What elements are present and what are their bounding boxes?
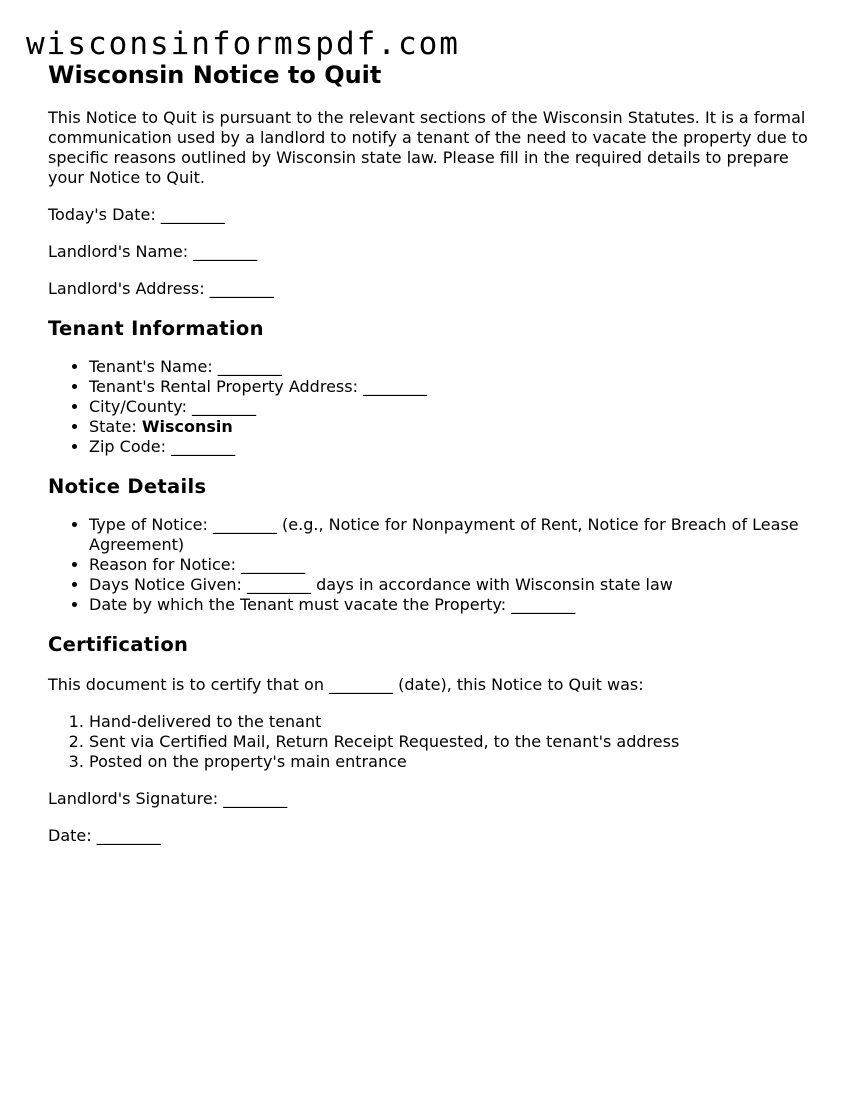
tenant-state-value: Wisconsin (141, 417, 233, 436)
notice-vacate-date-item: • Date by which the Tenant must vacate the Property: ________ (89, 595, 828, 615)
intro-paragraph: This Notice to Quit is pursuant to the relevant sections of the Wisconsin Statutes. It is a formal communication used by a landlord to notify a tenant of the need to vacate the property due to specific reasons outlined by Wisconsin state law. Please fill in the required details to prepare your Notice to Quit. (48, 108, 808, 187)
landlord-address-field: Landlord's Address: ________ (48, 279, 274, 298)
certification-text: This document is to certify that on ________ (date), this Notice to Quit was: (48, 675, 644, 694)
landlord-name-field: Landlord's Name: ________ (48, 242, 258, 261)
tenant-info-list (48, 357, 828, 457)
tenant-address-item: • Tenant's Rental Property Address: ________ (89, 377, 828, 397)
tenant-state-label: State: (89, 417, 142, 436)
notice-section-title: Notice Details (48, 475, 207, 498)
certification-method-item: 2. Sent via Certified Mail, Return Receipt Requested, to the tenant's address (89, 732, 828, 752)
tenant-section-title: Tenant Information (48, 317, 264, 340)
notice-details-list (48, 515, 828, 615)
certification-method-item: 1. Hand-delivered to the tenant (89, 712, 828, 732)
page-title: Wisconsin Notice to Quit (48, 61, 382, 89)
signature-date-field: Date: ________ (48, 826, 161, 845)
tenant-city-item: • City/County: ________ (89, 397, 828, 417)
watermark: wisconsinformspdf.com (26, 26, 460, 62)
document-page (48, 58, 828, 846)
tenant-state-item (89, 417, 828, 437)
tenant-zip-item: • Zip Code: ________ (89, 437, 828, 457)
certification-methods-list (48, 712, 828, 772)
certification-section-title: Certification (48, 633, 189, 656)
certification-method-item: 3. Posted on the property's main entrance (89, 752, 828, 772)
notice-type-item: • Type of Notice: ________ (e.g., Notice for Nonpayment of Rent, Notice for Breach of Lease Agreement) (89, 515, 828, 555)
todays-date-field: Today's Date: ________ (48, 205, 225, 224)
notice-days-item: • Days Notice Given: ________ days in accordance with Wisconsin state law (89, 575, 828, 595)
notice-reason-item: • Reason for Notice: ________ (89, 555, 828, 575)
tenant-name-item: • Tenant's Name: ________ (89, 357, 828, 377)
landlord-signature-field: Landlord's Signature: ________ (48, 789, 288, 808)
